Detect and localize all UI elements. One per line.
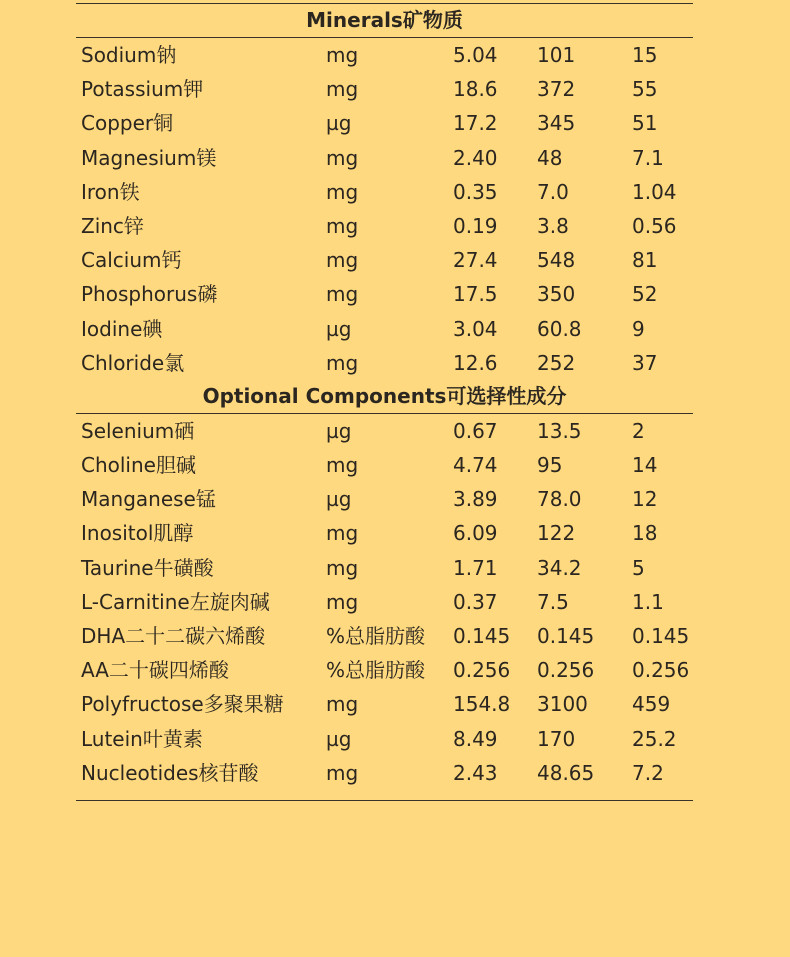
- nutrient-name: Copper铜: [81, 111, 174, 136]
- nutrient-unit: mg: [326, 179, 359, 204]
- table-row: [76, 414, 693, 448]
- nutrient-value-3: 0.145: [632, 624, 690, 648]
- nutrient-value-3: 0.256: [632, 658, 690, 683]
- nutrient-value-1: 1.71: [453, 555, 498, 580]
- nutrient-value-2: 252: [537, 350, 576, 375]
- nutrient-value-2: 13.5: [537, 418, 582, 443]
- nutrient-name: Choline胆碱: [81, 453, 196, 478]
- nutrient-unit: mg: [326, 350, 359, 375]
- nutrient-value-3: 7.1: [632, 145, 664, 170]
- nutrition-table: [76, 3, 693, 801]
- nutrient-unit: µg: [326, 726, 352, 751]
- table-row: [76, 448, 693, 482]
- nutrient-unit: %总脂肪酸: [326, 624, 426, 648]
- table-row: [76, 516, 693, 550]
- nutrient-value-1: 0.35: [453, 179, 498, 204]
- nutrient-name: Potassium钾: [81, 77, 204, 102]
- nutrient-value-3: 1.04: [632, 179, 677, 204]
- nutrient-value-3: 18: [632, 521, 658, 546]
- nutrient-name: Polyfructose多聚果糖: [81, 692, 284, 717]
- nutrient-value-2: 372: [537, 77, 576, 102]
- nutrient-value-2: 548: [537, 248, 576, 273]
- nutrient-unit: mg: [326, 521, 359, 546]
- table-row: [76, 346, 693, 380]
- nutrient-name: Calcium钙: [81, 248, 182, 273]
- nutrient-name: Inositol肌醇: [81, 521, 194, 546]
- nutrient-value-3: 51: [632, 111, 658, 136]
- nutrient-value-3: 0.56: [632, 213, 677, 238]
- nutrient-value-2: 0.256: [537, 658, 595, 683]
- nutrient-name: Zinc锌: [81, 213, 144, 238]
- table-row: [76, 72, 693, 106]
- nutrient-value-3: 1.1: [632, 589, 664, 614]
- table-row: [76, 551, 693, 585]
- table-row: [76, 619, 693, 653]
- nutrient-value-3: 7.2: [632, 760, 664, 785]
- nutrient-unit: µg: [326, 316, 352, 341]
- nutrient-name: Chloride氯: [81, 350, 185, 375]
- nutrient-unit: mg: [326, 77, 359, 102]
- nutrient-name: DHA二十二碳六烯酸: [81, 624, 266, 648]
- nutrient-value-3: 55: [632, 77, 658, 102]
- nutrient-value-3: 2: [632, 418, 645, 443]
- nutrient-name: Selenium硒: [81, 418, 195, 443]
- nutrient-value-3: 12: [632, 487, 658, 512]
- nutrient-value-2: 101: [537, 43, 576, 67]
- nutrient-value-2: 7.5: [537, 589, 569, 614]
- nutrient-name: L-Carnitine左旋肉碱: [81, 589, 270, 614]
- nutrient-value-2: 3.8: [537, 213, 569, 238]
- nutrient-name: Sodium钠: [81, 43, 177, 67]
- nutrient-value-1: 2.40: [453, 145, 498, 170]
- nutrient-value-2: 95: [537, 453, 563, 478]
- nutrient-value-1: 27.4: [453, 248, 498, 273]
- table-row: [76, 141, 693, 175]
- table-bottom-rule: [76, 790, 693, 801]
- nutrient-value-1: 0.67: [453, 418, 498, 443]
- nutrient-unit: %总脂肪酸: [326, 658, 426, 683]
- nutrient-value-2: 48: [537, 145, 563, 170]
- nutrient-value-2: 7.0: [537, 179, 569, 204]
- table-row: [76, 653, 693, 687]
- nutrient-value-3: 25.2: [632, 726, 677, 751]
- nutrient-value-1: 0.145: [453, 624, 511, 648]
- nutrient-value-1: 8.49: [453, 726, 498, 751]
- table-row: [76, 243, 693, 277]
- nutrient-value-3: 5: [632, 555, 645, 580]
- nutrient-value-3: 52: [632, 282, 658, 307]
- nutrient-value-1: 0.19: [453, 213, 498, 238]
- nutrient-value-2: 3100: [537, 692, 588, 717]
- nutrient-value-2: 78.0: [537, 487, 582, 512]
- nutrient-value-1: 12.6: [453, 350, 498, 375]
- nutrient-unit: mg: [326, 43, 359, 67]
- nutrient-unit: mg: [326, 760, 359, 785]
- nutrient-name: Taurine牛磺酸: [81, 555, 214, 580]
- table-row: [76, 175, 693, 209]
- nutrient-name: Iron铁: [81, 179, 140, 204]
- nutrient-value-1: 0.256: [453, 658, 511, 683]
- nutrient-name: Nucleotides核苷酸: [81, 760, 259, 785]
- table-row: [76, 687, 693, 721]
- section-header: Minerals矿物质: [76, 4, 693, 38]
- nutrient-name: Iodine碘: [81, 316, 163, 341]
- nutrient-value-1: 4.74: [453, 453, 498, 478]
- nutrient-value-1: 17.5: [453, 282, 498, 307]
- nutrient-value-2: 48.65: [537, 760, 595, 785]
- nutrient-unit: mg: [326, 248, 359, 273]
- nutrient-value-3: 81: [632, 248, 658, 273]
- nutrient-value-2: 345: [537, 111, 576, 136]
- nutrient-name: Manganese锰: [81, 487, 216, 512]
- nutrient-unit: mg: [326, 692, 359, 717]
- nutrient-name: Phosphorus磷: [81, 282, 218, 307]
- nutrient-name: AA二十碳四烯酸: [81, 658, 229, 683]
- nutrient-value-1: 2.43: [453, 760, 498, 785]
- nutrient-value-2: 60.8: [537, 316, 582, 341]
- table-row: [76, 312, 693, 346]
- nutrient-unit: µg: [326, 418, 352, 443]
- nutrient-value-1: 3.89: [453, 487, 498, 512]
- table-row: [76, 209, 693, 243]
- table-row: [76, 38, 693, 72]
- nutrient-value-3: 459: [632, 692, 671, 717]
- nutrient-value-3: 15: [632, 43, 658, 67]
- nutrient-name: Lutein叶黄素: [81, 726, 203, 751]
- table-row: [76, 482, 693, 516]
- table-row: [76, 277, 693, 311]
- nutrient-value-1: 6.09: [453, 521, 498, 546]
- nutrient-value-3: 9: [632, 316, 645, 341]
- table-row: [76, 106, 693, 140]
- nutrient-unit: mg: [326, 145, 359, 170]
- nutrient-unit: µg: [326, 111, 352, 136]
- nutrient-value-1: 18.6: [453, 77, 498, 102]
- nutrient-unit: mg: [326, 589, 359, 614]
- table-row: [76, 756, 693, 790]
- nutrient-unit: mg: [326, 453, 359, 478]
- nutrient-value-2: 350: [537, 282, 576, 307]
- nutrient-value-3: 14: [632, 453, 658, 478]
- nutrient-name: Magnesium镁: [81, 145, 217, 170]
- nutrient-value-2: 170: [537, 726, 576, 751]
- nutrient-value-1: 154.8: [453, 692, 511, 717]
- nutrient-unit: µg: [326, 487, 352, 512]
- nutrient-value-2: 34.2: [537, 555, 582, 580]
- nutrient-value-2: 0.145: [537, 624, 595, 648]
- nutrient-value-1: 0.37: [453, 589, 498, 614]
- nutrient-value-1: 3.04: [453, 316, 498, 341]
- nutrient-unit: mg: [326, 213, 359, 238]
- nutrient-value-2: 122: [537, 521, 576, 546]
- table-row: [76, 722, 693, 756]
- nutrient-value-1: 5.04: [453, 43, 498, 67]
- table-row: [76, 585, 693, 619]
- nutrient-value-1: 17.2: [453, 111, 498, 136]
- section-header: Optional Components可选择性成分: [76, 380, 693, 414]
- nutrient-unit: mg: [326, 282, 359, 307]
- nutrient-value-3: 37: [632, 350, 658, 375]
- nutrient-unit: mg: [326, 555, 359, 580]
